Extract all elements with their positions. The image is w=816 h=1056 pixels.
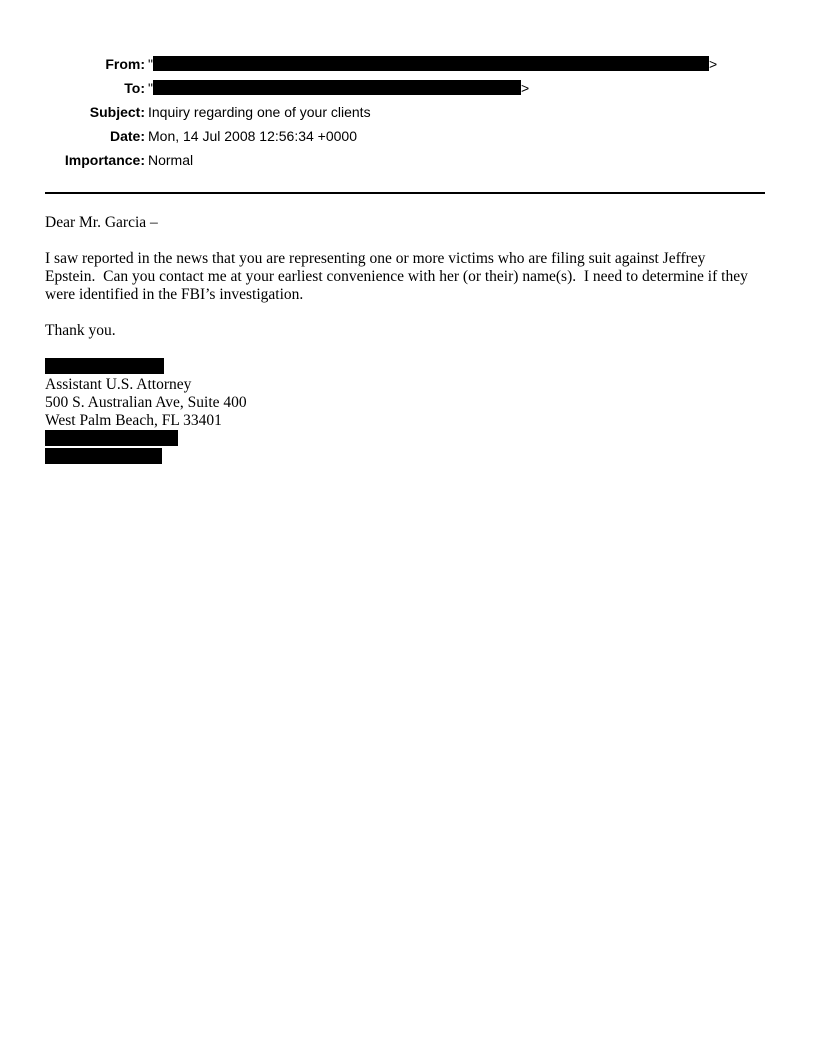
from-angle: >: [708, 56, 718, 72]
importance-row: [0, 148, 816, 172]
email-header: [0, 52, 816, 172]
from-quote: ": [148, 56, 153, 72]
signature-phone-redacted: [45, 430, 775, 448]
to-label: To:: [124, 80, 145, 96]
to-angle: >: [520, 80, 530, 96]
header-divider: [45, 192, 765, 194]
closing: Thank you.: [45, 322, 116, 339]
redaction-bar: [45, 358, 164, 374]
signature-title: Assistant U.S. Attorney: [45, 376, 192, 393]
body-paragraph-line: Epstein. Can you contact me at your earliest convenience with her (or their) name(s). I need to determine if they: [45, 268, 748, 285]
subject-row: [0, 100, 816, 124]
signature-name-redacted: [45, 358, 775, 376]
to-row: [0, 76, 816, 100]
from-row: [0, 52, 816, 76]
date-value: Mon, 14 Jul 2008 12:56:34 +0000: [148, 128, 358, 144]
redaction-bar: [45, 430, 178, 446]
importance-label: Importance:: [64, 152, 145, 168]
email-body: [45, 214, 775, 466]
signature-address-line: West Palm Beach, FL 33401: [45, 412, 222, 429]
from-value: [148, 52, 717, 76]
greeting: Dear Mr. Garcia –: [45, 214, 158, 231]
body-paragraph-line: I saw reported in the news that you are representing one or more victims who are filing suit against Jeffrey: [45, 250, 706, 267]
redaction-bar: [45, 448, 162, 464]
date-row: [0, 124, 816, 148]
redaction-bar: [153, 56, 709, 71]
date-label: Date:: [109, 128, 145, 144]
importance-value: Normal: [148, 152, 194, 168]
body-paragraph: [45, 250, 775, 304]
from-label: From:: [105, 56, 145, 72]
signature-address-line: 500 S. Australian Ave, Suite 400: [45, 394, 247, 411]
subject-label: Subject:: [89, 104, 145, 120]
signature-block: [45, 358, 775, 466]
redaction-bar: [153, 80, 521, 95]
to-quote: ": [148, 80, 153, 96]
signature-extra-redacted: [45, 448, 775, 466]
subject-value: Inquiry regarding one of your clients: [148, 104, 371, 120]
to-value: [148, 76, 529, 100]
body-paragraph-line: were identified in the FBI’s investigation.: [45, 286, 304, 303]
